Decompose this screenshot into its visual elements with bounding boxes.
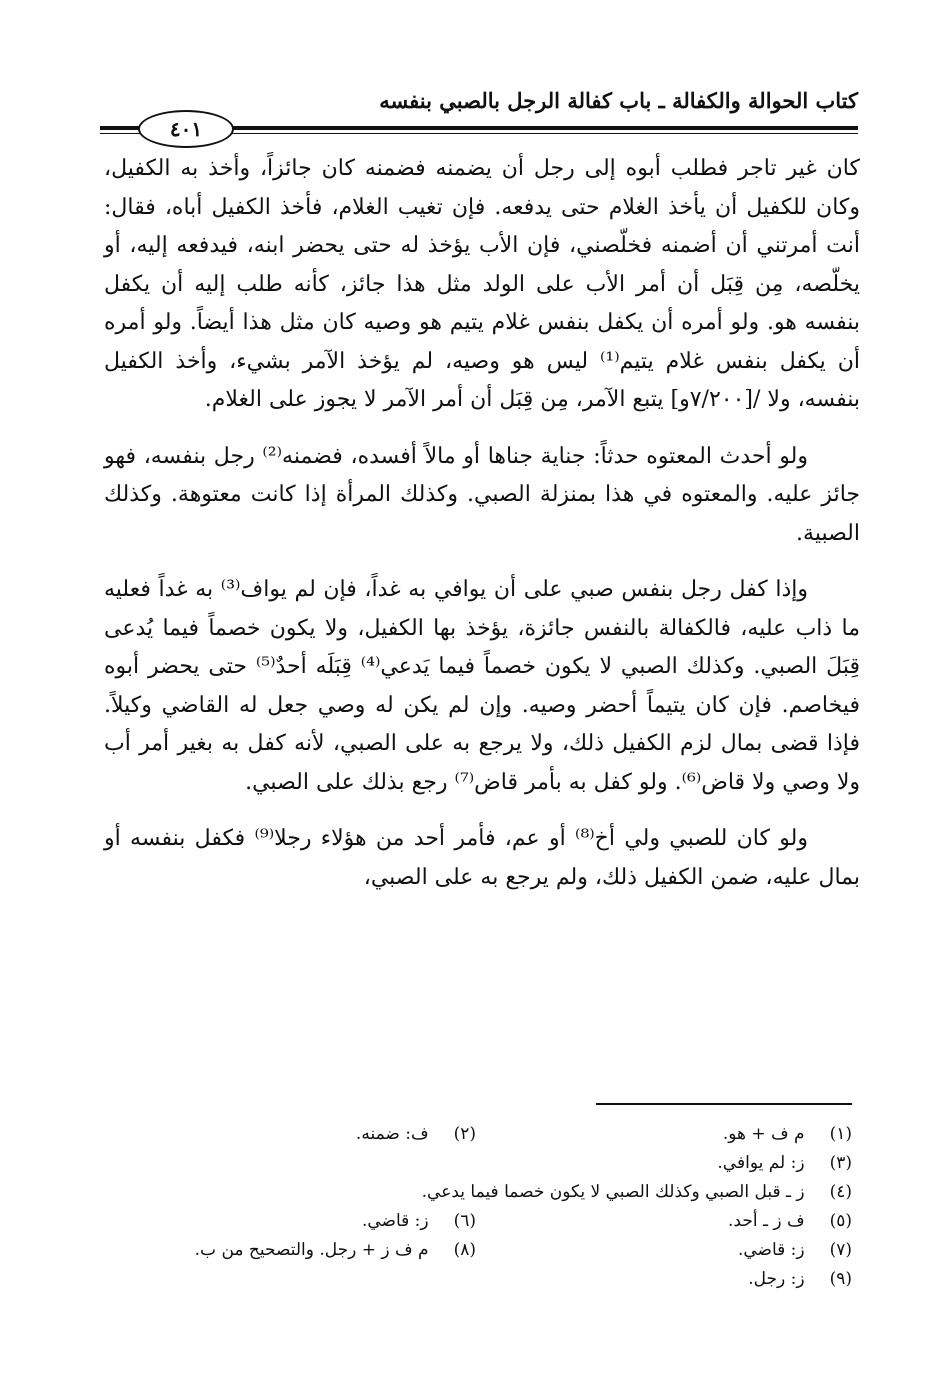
footnote bbox=[100, 1236, 476, 1265]
paragraph: ولو أحدث المعتوه حدثاً: جناية جناها أو مالاً أفسده، فضمنه⁽²⁾ رجل بنفسه، فهو جائز عليه. والمعتوه في هذا بمنزلة الصبي. وكذلك المرأة إذا كانت معتوهة. وكذلك الصبية. bbox=[104, 443, 860, 546]
footnote-text: ف: ضمنه. bbox=[355, 1124, 429, 1144]
page-number: ٤٠١ bbox=[138, 110, 234, 148]
footnote-row bbox=[100, 1207, 852, 1236]
running-title: كتاب الحوالة والكفالة ـ باب كفالة الرجل بالصبي بنفسه bbox=[379, 88, 858, 113]
footnote-text: ز: قاضي. bbox=[361, 1211, 429, 1231]
footnote-text: ز: قاضي. bbox=[737, 1240, 805, 1260]
footnote-number: (٥) bbox=[829, 1211, 852, 1231]
footnote-text: ف ز ـ أحد. bbox=[728, 1211, 805, 1231]
paragraph: كان غير تاجر فطلب أبوه إلى رجل أن يضمنه فضمنه كان جائزاً، وأخذ به الكفيل، وكان للكفيل أن يأخذ الغلام حتى يدفعه. فإن تغيب الغلام، فأخذ الكفيل أباه، فقال: أنت أمرتني أن أضمنه فخلّصني، فإن الأب يؤخذ له حتى يحضر ابنه، فيدفعه إليه، أو يخلّصه، مِن قِبَل أن أمر الأب على الولد مثل هذا جائز، كأنه طلب إليه أن يكفل بنفسه هو. ولو أمره أن يكفل بنفس غلام يتيم هو وصيه كان مثل هذا أيضاً. ولو أمره أن يكفل بنفس غلام يتيم⁽¹⁾ ليس هو وصيه، لم يؤخذ الآمر بشيء، وأخذ الكفيل بنفسه، ولا /[٧/٢٠٠و] يتبع الآمر، مِن قِبَل أن أمر الآمر لا يجوز على الغلام. bbox=[104, 156, 860, 412]
footnote bbox=[100, 1178, 852, 1207]
footnote-text: م ف + هو. bbox=[722, 1124, 805, 1144]
footnote-text: ز: لم يوافي. bbox=[717, 1153, 805, 1173]
footnote-text: م ف ز + رجل. والتصحيح من ب. bbox=[194, 1240, 429, 1260]
footnote-row bbox=[100, 1178, 852, 1207]
footnote bbox=[100, 1120, 476, 1149]
footnote-number: (٩) bbox=[829, 1269, 852, 1289]
footnote bbox=[476, 1120, 852, 1149]
footnotes bbox=[100, 1120, 852, 1294]
footnote-number: (٦) bbox=[453, 1211, 476, 1231]
main-text bbox=[104, 150, 860, 915]
footnote-row bbox=[100, 1120, 852, 1149]
footnote bbox=[100, 1265, 852, 1294]
footnote bbox=[100, 1149, 852, 1178]
footnote-number: (٤) bbox=[829, 1182, 852, 1202]
footnote-number: (٧) bbox=[829, 1240, 852, 1260]
footnote-text: ز ـ قبل الصبي وكذلك الصبي لا يكون خصما فيما يدعي. bbox=[421, 1182, 805, 1202]
page-header bbox=[100, 88, 858, 141]
footnote bbox=[476, 1236, 852, 1265]
paragraph: وإذا كفل رجل بنفس صبي على أن يوافي به غداً، فإن لم يواف⁽³⁾ به غداً فعليه ما ذاب عليه، فالكفالة بالنفس جائزة، يؤخذ بها الكفيل، ولا يكون خصماً فيما يُدعى قِبَلَ الصبي. وكذلك الصبي لا يكون خصماً فيما يَدعي⁽⁴⁾ قِبَلَه أحدٌ⁽⁵⁾ حتى يحضر أبوه فيخاصم. فإن كان يتيماً أحضر وصيه. وإن لم يكن له وصي جعل له القاضي وكيلاً. فإذا قضى بمال لزم الكفيل ذلك، ولا يرجع به على الصبي، لأنه كفل به بغير أمر أب ولا وصي ولا قاض⁽⁶⁾. ولو كفل به بأمر قاض⁽⁷⁾ رجع بذلك على الصبي. bbox=[104, 577, 860, 795]
footnote-number: (١) bbox=[829, 1124, 852, 1144]
footnote bbox=[100, 1207, 476, 1236]
footnote-number: (٨) bbox=[453, 1240, 476, 1260]
footnote-number: (٣) bbox=[829, 1153, 852, 1173]
footnote-text: ز: رجل. bbox=[748, 1269, 805, 1289]
footnote-row bbox=[100, 1265, 852, 1294]
footnote-row bbox=[100, 1236, 852, 1265]
footnote-number: (٢) bbox=[453, 1124, 476, 1144]
footnote-separator bbox=[596, 1103, 852, 1105]
footnote bbox=[476, 1207, 852, 1236]
footnote-row bbox=[100, 1149, 852, 1178]
paragraph: ولو كان للصبي ولي أخ⁽⁸⁾ أو عم، فأمر أحد من هؤلاء رجلا⁽⁹⁾ فكفل بنفسه أو بمال عليه، ضمن الكفيل ذلك، ولم يرجع به على الصبي، bbox=[104, 826, 860, 890]
